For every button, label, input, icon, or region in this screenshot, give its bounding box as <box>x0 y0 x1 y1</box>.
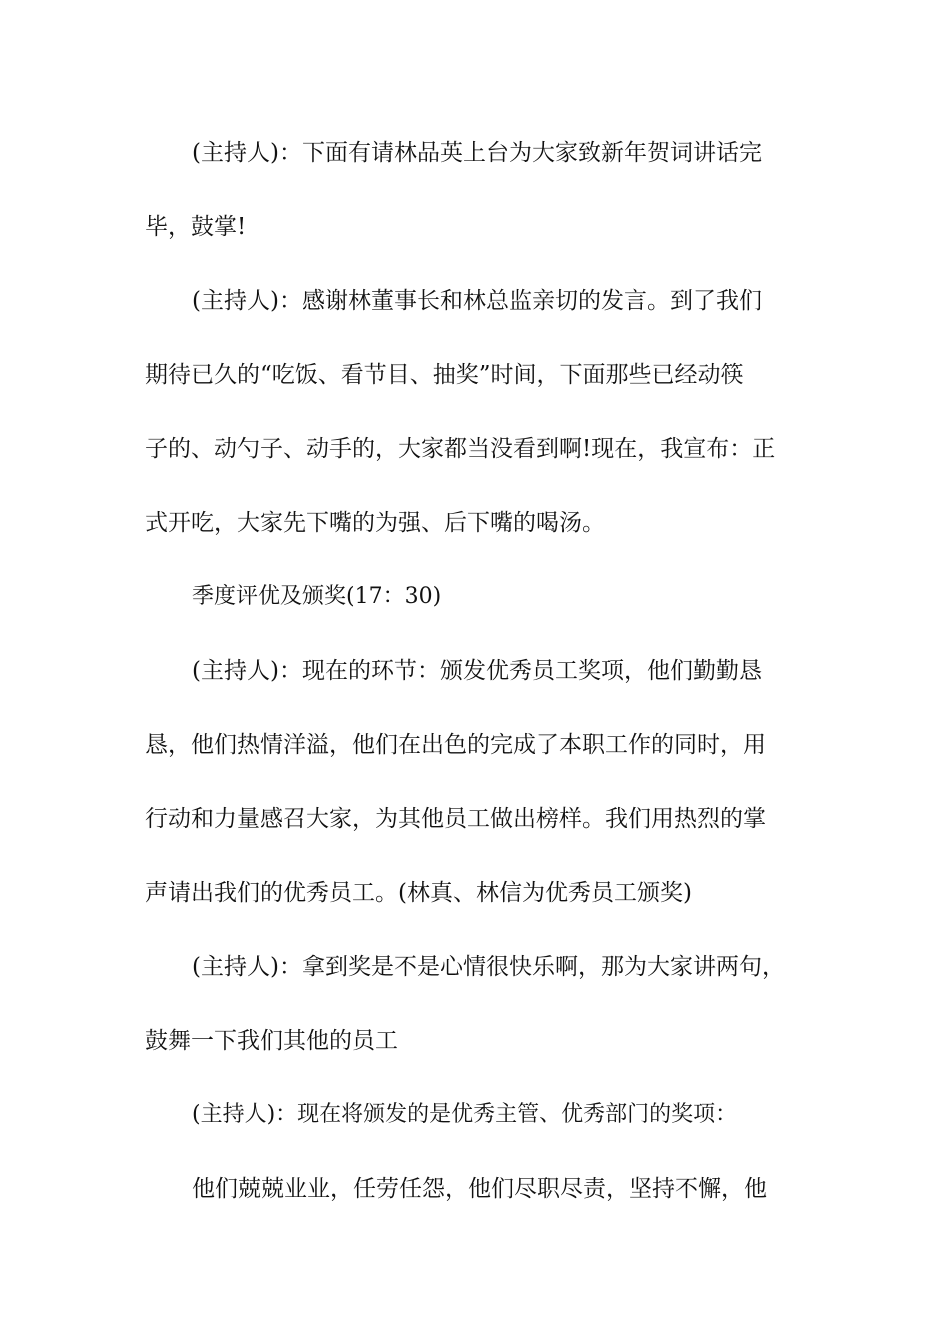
paragraph-line: (主持人)：现在将颁发的是优秀主管、优秀部门的奖项： <box>192 1102 738 1127</box>
paragraph-line: 期待已久的“吃饭、看节目、抽奖”时间，下面那些已经动筷 <box>145 362 744 388</box>
paragraph-line: (主持人)：感谢林董事长和林总监亲切的发言。到了我们 <box>192 288 762 314</box>
paragraph-line: 声请出我们的优秀员工。(林真、林信为优秀员工颁奖) <box>145 880 692 906</box>
paragraph-line: 行动和力量感召大家，为其他员工做出榜样。我们用热烈的掌 <box>145 806 766 832</box>
paragraph-line: 子的、动勺子、动手的，大家都当没看到啊!现在，我宣布：正 <box>145 436 776 462</box>
paragraph-line: (主持人)：现在的环节：颁发优秀员工奖项，他们勤勤恳 <box>192 658 762 684</box>
paragraph-line: 鼓舞一下我们其他的员工 <box>145 1028 398 1054</box>
paragraph-line: 毕，鼓掌! <box>145 214 247 240</box>
paragraph-line: 他们兢兢业业，任劳任怨，他们尽职尽责，坚持不懈，他 <box>192 1176 767 1202</box>
paragraph-line: 式开吃，大家先下嘴的为强、后下嘴的喝汤。 <box>145 510 605 536</box>
section-heading: 季度评优及颁奖(17：30) <box>192 584 442 609</box>
paragraph-line: (主持人)：下面有请林品英上台为大家致新年贺词讲话完 <box>192 140 762 166</box>
paragraph-line: (主持人)：拿到奖是不是心情很快乐啊，那为大家讲两句， <box>192 954 785 980</box>
paragraph-line: 恳，他们热情洋溢，他们在出色的完成了本职工作的同时，用 <box>145 732 766 758</box>
